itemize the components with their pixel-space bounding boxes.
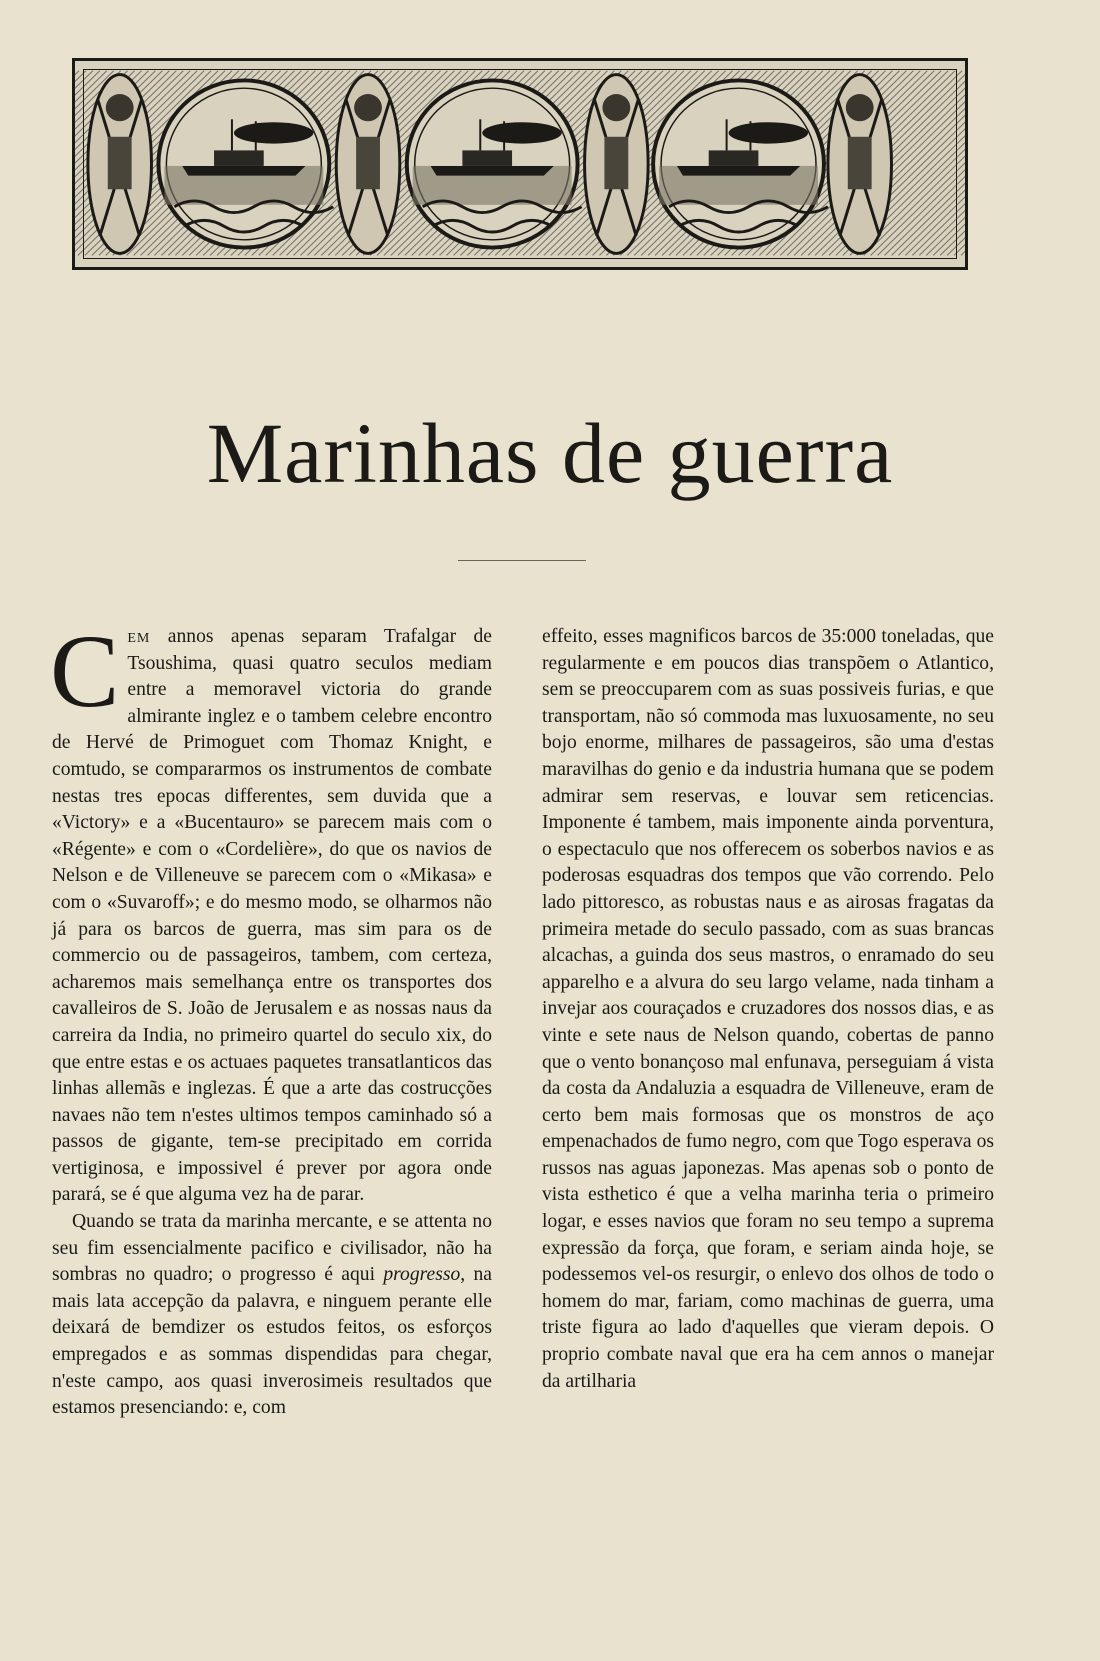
paragraph-1 — [50, 614, 492, 1209]
left-column — [50, 614, 492, 1422]
helmet-icon — [106, 94, 134, 121]
right-column — [542, 624, 994, 1395]
warship-deck-icon — [709, 150, 759, 166]
smoke-icon — [234, 122, 313, 143]
hatch-line — [75, 71, 86, 256]
breastplate-icon — [604, 137, 628, 189]
hatch-line — [885, 71, 965, 256]
breastplate-icon — [848, 137, 872, 189]
smoke-icon — [729, 122, 808, 143]
smoke-icon — [482, 122, 561, 143]
breastplate-icon — [356, 137, 380, 189]
hatch-line — [926, 71, 965, 256]
helmet-icon — [602, 94, 630, 121]
warship-hull-icon — [431, 166, 554, 176]
lead-word: em — [127, 626, 151, 647]
decorative-banner — [72, 58, 968, 270]
paragraph-2 — [52, 1209, 492, 1422]
hatch-line — [933, 71, 965, 256]
helmet-icon — [354, 94, 382, 121]
emphasis-progresso: progresso — [383, 1264, 461, 1286]
hatch-line — [947, 71, 965, 256]
paragraph-2-text-a: Quando se trata da marinha mercante, e se attenta no seu fim essencialmente pacifico e civilisador, não ha sombras no quadro; o progresso é aqui — [52, 1211, 492, 1286]
title-divider — [458, 560, 586, 561]
hatch-line — [954, 71, 965, 256]
banner-illustration — [75, 61, 965, 267]
article-title: Marinhas de guerra — [206, 405, 894, 501]
paragraph-3: effeito, esses magnificos barcos de 35:000 toneladas, que regularmente e em poucos dias transpõem o Atlantico, sem se preoccuparem com as suas possiveis furias, e que transportam, não só commoda mas luxuosamente, no seu bojo enorme, milhares de passageiros, são uma d'estas maravilhas do genio e da industria humana que se podem admirar sem reservas, e louvar sem reticencias. Imponente é tambem, mais imponente ainda porventura, o espectaculo que nos offerecem os soberbos navios e as poderosas esquadras dos tempos que vão correndo. Pelo lado pittoresco, as robustas naus e as airosas fragatas da primeira metade do seculo passado, com as suas brancas alcachas, a guinda dos seus mastros, o enramado do seu apparelho e a alvura do seu largo velame, nada tinham a invejar aos couraçados e cruzadores dos nossos dias, e as vinte e sete naus de Nelson quando, cobertas de panno que o vento bonançoso mal enfunava, perseguiam á vista da costa da Andaluzia a esquadra de Villeneuve, eram de certo bem mais formosas que os monstros de aço empenachados de fumo negro, com que Togo esperava os russos nas aguas japonezas. Mas apenas sob o ponto de vista esthetico é que a velha marinha teria o primeiro logar, e esses navios que foram no seu tempo a suprema expressão da força, que foram, e seriam ainda hoje, se podessemos vel-os resurgir, o enlevo dos olhos de todo o homem do mar, fariam, como machinas de guerra, uma triste figura ao lado d'aquelles que vieram depois. O proprio combate naval que era ha cem annos o manejar da artilharia — [542, 626, 994, 1392]
breastplate-icon — [108, 137, 132, 189]
warship-deck-icon — [462, 150, 512, 166]
helmet-icon — [846, 94, 874, 121]
warship-hull-icon — [182, 166, 305, 176]
warship-hull-icon — [677, 166, 800, 176]
hatch-line — [905, 71, 965, 256]
paragraph-2-text-b: , na mais lata accepção da palavra, e ninguem perante elle deixará de bemdizer os estudos feitos, os esforços empregados e as sommas dispendidas para chegar, n'este campo, aos quasi inverosimeis resultados que estamos presenciando: e, com — [52, 1264, 492, 1419]
paragraph-1-text: annos apenas separam Trafalgar de Tsoushima, quasi quatro seculos mediam entre a memoravel victoria do grande almirante inglez e o tambem celebre encontro de Hervé de Primoguet com Thomaz Knight, e comtudo, se compararmos os instrumentos de combate nestas tres epocas differentes, sem duvida que a «Victory» e a «Bucentauro» se parecem mais com o «Régente» e com o «Cordelière», do que os navios de Nelson e de Villeneuve se parecem com o «Mikasa» e com o «Suvaroff»; e do mesmo modo, se olharmos não já para os barcos de guerra, mas sim para os de commercio ou de passageiros, tambem, com certeza, acharemos mais semelhança entre os transportes dos cavalleiros de S. João de Jerusalem e as nossas naus da carreira da India, no primeiro quartel do seculo xix, do que entre estas e os actuaes paquetes transatlanticos das linhas allemãs e inglezas. É que a arte das costrucções navaes não tem n'estes ultimos tempos caminhado só a passos de gigante, tem-se precipitado em corrida vertiginosa, e impossivel é prever por agora onde parará, se é que alguma vez ha de parar. — [52, 626, 492, 1206]
warship-deck-icon — [214, 150, 264, 166]
drop-cap: C — [50, 614, 120, 729]
